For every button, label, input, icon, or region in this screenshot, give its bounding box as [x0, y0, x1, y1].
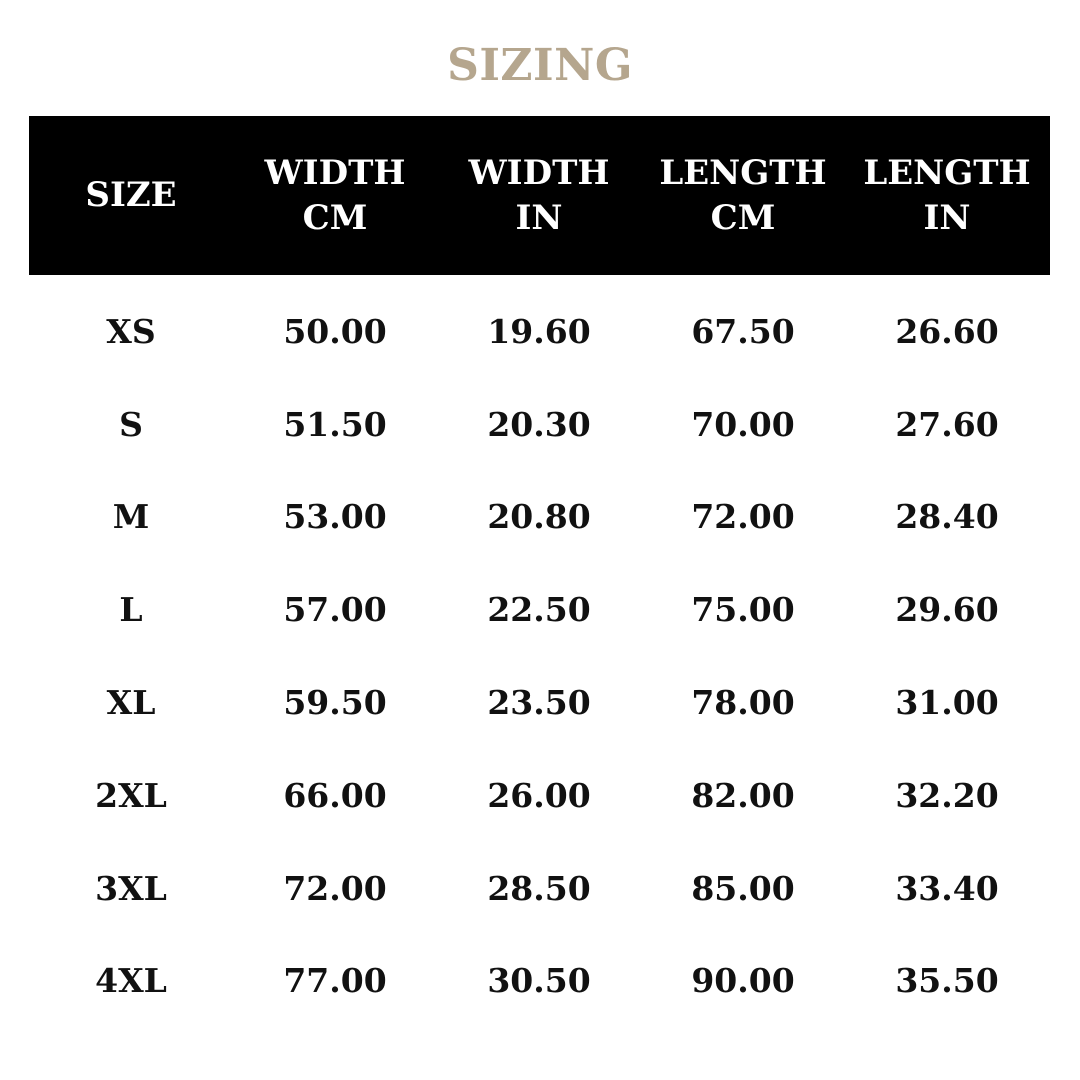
length-cm-cell: 67.50 [691, 311, 795, 351]
size-cell: 3XL [95, 868, 167, 908]
length-cm-cell: 85.00 [691, 868, 795, 908]
table-row [29, 471, 1050, 564]
table-row [29, 656, 1050, 749]
size-cell: M [112, 497, 150, 537]
size-cell: L [119, 590, 143, 630]
header-unit: IN [923, 197, 971, 238]
header-length-cm [641, 116, 845, 275]
length-cm-cell: 70.00 [691, 404, 795, 444]
width-in-cell: 30.50 [487, 961, 591, 1001]
length-in-cell: 31.00 [895, 683, 999, 723]
width-in-cell: 20.80 [487, 497, 591, 537]
header-label: LENGTH [659, 152, 827, 193]
width-in-cell: 26.00 [487, 775, 591, 815]
length-in-cell: 32.20 [895, 775, 999, 815]
header-width-in [437, 116, 641, 275]
table-row [29, 285, 1050, 378]
table-row [29, 749, 1050, 842]
table-row [29, 842, 1050, 935]
size-cell: 2XL [95, 775, 167, 815]
header-size [29, 116, 233, 275]
header-unit: CM [710, 197, 776, 238]
table-row [29, 378, 1050, 471]
length-cm-cell: 82.00 [691, 775, 795, 815]
size-cell: 4XL [95, 961, 167, 1001]
length-in-cell: 33.40 [895, 868, 999, 908]
size-cell: XS [106, 311, 156, 351]
table-body [29, 285, 1050, 1027]
width-cm-cell: 77.00 [283, 961, 387, 1001]
size-cell: S [119, 404, 143, 444]
header-unit: IN [515, 197, 563, 238]
length-in-cell: 28.40 [895, 497, 999, 537]
header-unit: CM [302, 197, 368, 238]
width-cm-cell: 57.00 [283, 590, 387, 630]
width-cm-cell: 66.00 [283, 775, 387, 815]
length-cm-cell: 90.00 [691, 961, 795, 1001]
table-row [29, 563, 1050, 656]
header-label: WIDTH [468, 152, 610, 193]
size-cell: XL [106, 683, 156, 723]
length-in-cell: 29.60 [895, 590, 999, 630]
header-width-cm [233, 116, 437, 275]
width-cm-cell: 59.50 [283, 683, 387, 723]
header-length-in [845, 116, 1049, 275]
width-in-cell: 23.50 [487, 683, 591, 723]
width-in-cell: 28.50 [487, 868, 591, 908]
header-label: SIZE [85, 175, 177, 215]
width-cm-cell: 53.00 [283, 497, 387, 537]
table-row [29, 935, 1050, 1028]
length-in-cell: 35.50 [895, 961, 999, 1001]
width-cm-cell: 50.00 [283, 311, 387, 351]
width-in-cell: 19.60 [487, 311, 591, 351]
length-cm-cell: 78.00 [691, 683, 795, 723]
width-in-cell: 22.50 [487, 590, 591, 630]
header-label: LENGTH [863, 152, 1031, 193]
width-cm-cell: 72.00 [283, 868, 387, 908]
length-cm-cell: 75.00 [691, 590, 795, 630]
width-in-cell: 20.30 [487, 404, 591, 444]
width-cm-cell: 51.50 [283, 404, 387, 444]
length-cm-cell: 72.00 [691, 497, 795, 537]
header-label: WIDTH [264, 152, 406, 193]
length-in-cell: 26.60 [895, 311, 999, 351]
page-title: SIZING [447, 40, 633, 91]
table-header [29, 116, 1050, 275]
length-in-cell: 27.60 [895, 404, 999, 444]
